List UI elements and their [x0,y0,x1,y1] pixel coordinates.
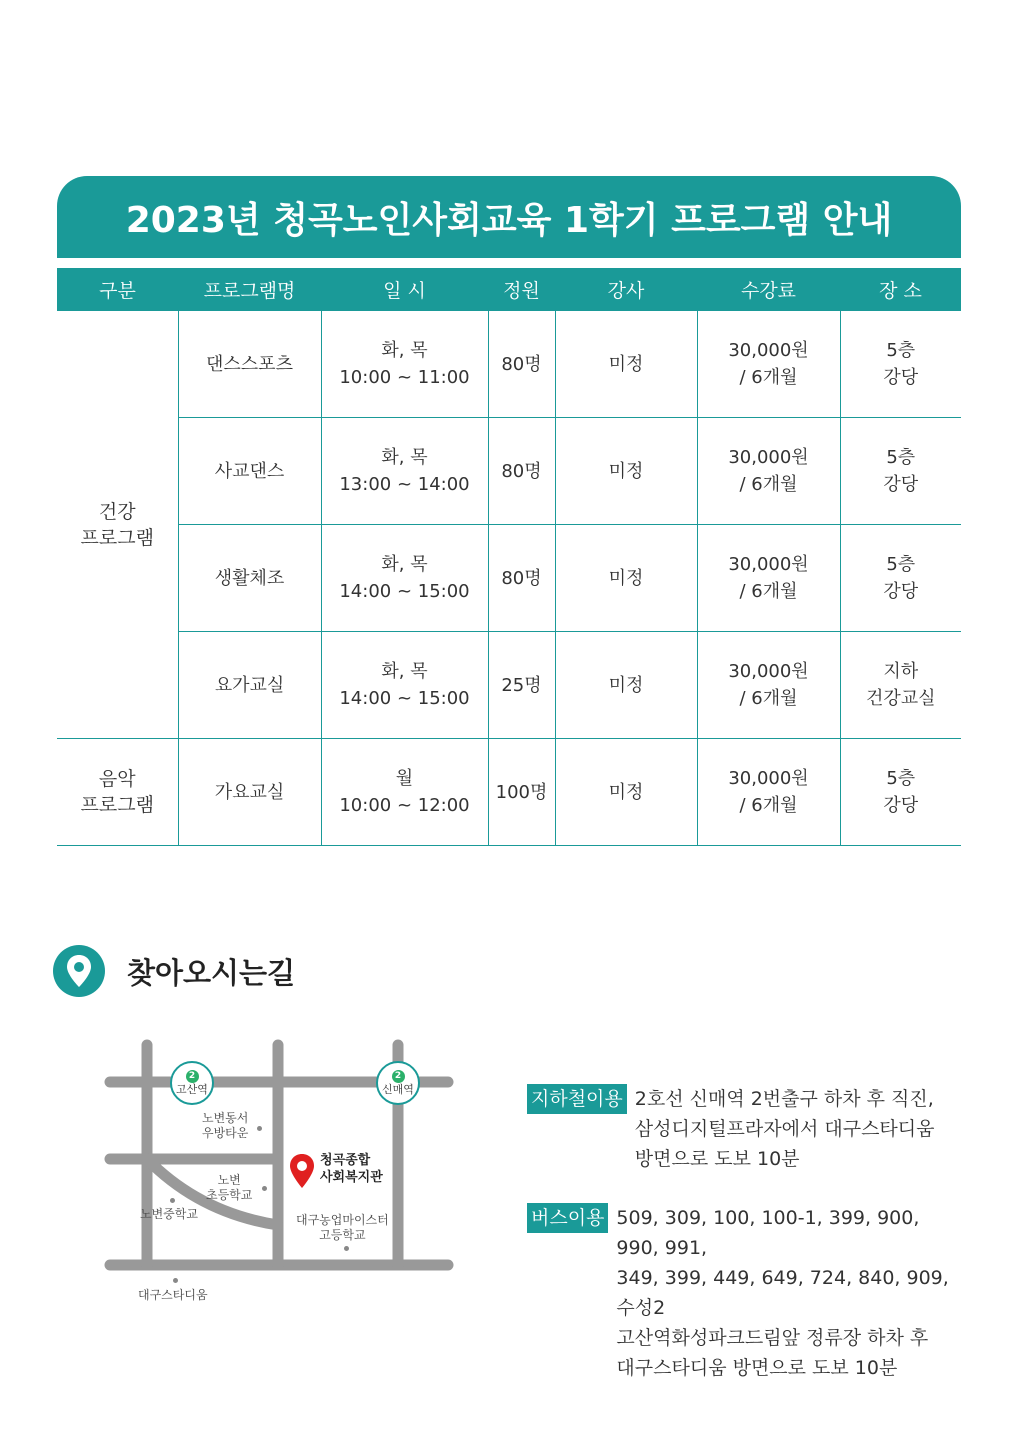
table-row [57,525,961,632]
col-header-program: 프로그램명 [178,268,321,311]
place-line: 5층 [886,554,916,575]
program-name: 생활체조 [178,525,321,632]
program-table [57,268,961,846]
place-cell [840,311,961,418]
group-name-line: 건강 [98,500,136,523]
fee-amount: 30,000원 [728,768,809,789]
station-sinmae [376,1061,420,1105]
fee-period: / 6개월 [739,795,798,816]
group-name-line: 프로그램 [80,794,154,816]
landmark-dot [344,1246,349,1251]
landmark-dot [170,1198,175,1203]
place-line: 5층 [886,447,916,468]
fee-cell [697,418,840,525]
landmark-nobyeon-middle: 노변중학교 [140,1207,198,1221]
group-name-line: 음악 [98,768,136,790]
schedule-days: 화, 목 [381,340,428,361]
place-line: 강당 [883,367,919,388]
landmark-daegu-agri-school: 대구농업마이스터 고등학교 [296,1213,389,1242]
fee-amount: 30,000원 [728,340,809,361]
schedule-days: 월 [395,768,414,789]
group-cell-health [57,311,178,739]
line-2-badge: 2 [186,1070,199,1083]
fee-period: / 6개월 [739,367,798,388]
schedule-cell [321,418,488,525]
col-header-category: 구분 [57,268,178,311]
instructor-cell: 미정 [555,632,697,739]
schedule-time: 14:00 ~ 15:00 [339,688,470,709]
fee-amount: 30,000원 [728,447,809,468]
capacity-cell: 80명 [488,311,555,418]
schedule-days: 화, 목 [381,661,428,682]
bus-tag: 버스이용 [527,1203,608,1233]
schedule-time: 13:00 ~ 14:00 [339,474,470,495]
schedule-days: 화, 목 [381,554,428,575]
page-title: 2023년 청곡노인사회교육 1학기 프로그램 안내 [125,199,893,241]
directions-heading [53,945,295,997]
capacity-cell: 100명 [488,739,555,846]
table-row [57,739,961,846]
station-name: 고산역 [176,1083,208,1096]
place-cell [840,739,961,846]
table-row [57,632,961,739]
table-header-row [57,268,961,311]
bus-info [527,1203,967,1383]
place-line: 건강교실 [865,688,936,709]
fee-cell [697,739,840,846]
schedule-days: 화, 목 [381,447,428,468]
fee-cell [697,525,840,632]
place-line: 5층 [886,340,916,361]
bus-text: 509, 309, 100, 100-1, 399, 900, 990, 991, 349, 399, 449, 649, 724, 840, 909, 수성2 고산역화성파크드림앞 정류장 하차 후 대구스타디움 방면으로 도보 10분 [616,1207,949,1379]
fee-period: / 6개월 [739,581,798,602]
schedule-time: 10:00 ~ 12:00 [339,795,470,816]
instructor-cell: 미정 [555,418,697,525]
place-cell [840,525,961,632]
schedule-cell [321,525,488,632]
station-name: 신매역 [382,1083,414,1096]
location-pin-icon [53,945,105,997]
col-header-capacity: 정원 [488,268,555,311]
col-header-place: 장 소 [840,268,961,311]
landmark-nobyeon-dongseo: 노변동서 우방타운 [202,1111,249,1140]
schedule-cell [321,311,488,418]
program-name: 가요교실 [178,739,321,846]
title-banner [57,176,961,258]
landmark-dot [257,1126,262,1131]
capacity-cell: 80명 [488,525,555,632]
schedule-time: 14:00 ~ 15:00 [339,581,470,602]
instructor-cell: 미정 [555,739,697,846]
subway-tag: 지하철이용 [527,1084,627,1114]
program-name: 요가교실 [178,632,321,739]
place-line: 지하 [883,661,919,682]
capacity-cell: 25명 [488,632,555,739]
fee-period: / 6개월 [739,688,798,709]
station-gosan [170,1061,214,1105]
col-header-instructor: 강사 [555,268,697,311]
landmark-nobyeon-elem: 노변 초등학교 [206,1173,253,1202]
table-row [57,418,961,525]
group-cell-music [57,739,178,846]
place-line: 강당 [883,795,919,816]
fee-amount: 30,000원 [728,554,809,575]
fee-cell [697,311,840,418]
place-line: 강당 [883,474,919,495]
line-2-badge: 2 [392,1070,405,1083]
location-map [100,1035,470,1310]
landmark-daegu-stadium: 대구스타디움 [138,1288,208,1302]
table-row [57,311,961,418]
landmark-dot [262,1186,267,1191]
instructor-cell: 미정 [555,311,697,418]
col-header-fee: 수강료 [697,268,840,311]
program-name: 댄스스포츠 [178,311,321,418]
col-header-schedule: 일 시 [321,268,488,311]
instructor-cell: 미정 [555,525,697,632]
landmark-dot [173,1278,178,1283]
map-pin-icon [289,1153,315,1189]
schedule-cell [321,739,488,846]
program-name: 사교댄스 [178,418,321,525]
subway-info [527,1084,967,1174]
place-line: 강당 [883,581,919,602]
welfare-center-label: 청곡종합 사회복지관 [320,1153,383,1185]
directions-title: 찾아오시는길 [127,955,296,990]
fee-amount: 30,000원 [728,661,809,682]
fee-cell [697,632,840,739]
place-cell [840,632,961,739]
capacity-cell: 80명 [488,418,555,525]
place-cell [840,418,961,525]
schedule-time: 10:00 ~ 11:00 [339,367,470,388]
group-name-line: 프로그램 [80,526,154,549]
place-line: 5층 [886,768,916,789]
fee-period: / 6개월 [739,474,798,495]
subway-text: 2호선 신매역 2번출구 하차 후 직진, 삼성디지털프라자에서 대구스타디움 방면으로 도보 10분 [634,1088,935,1170]
schedule-cell [321,632,488,739]
